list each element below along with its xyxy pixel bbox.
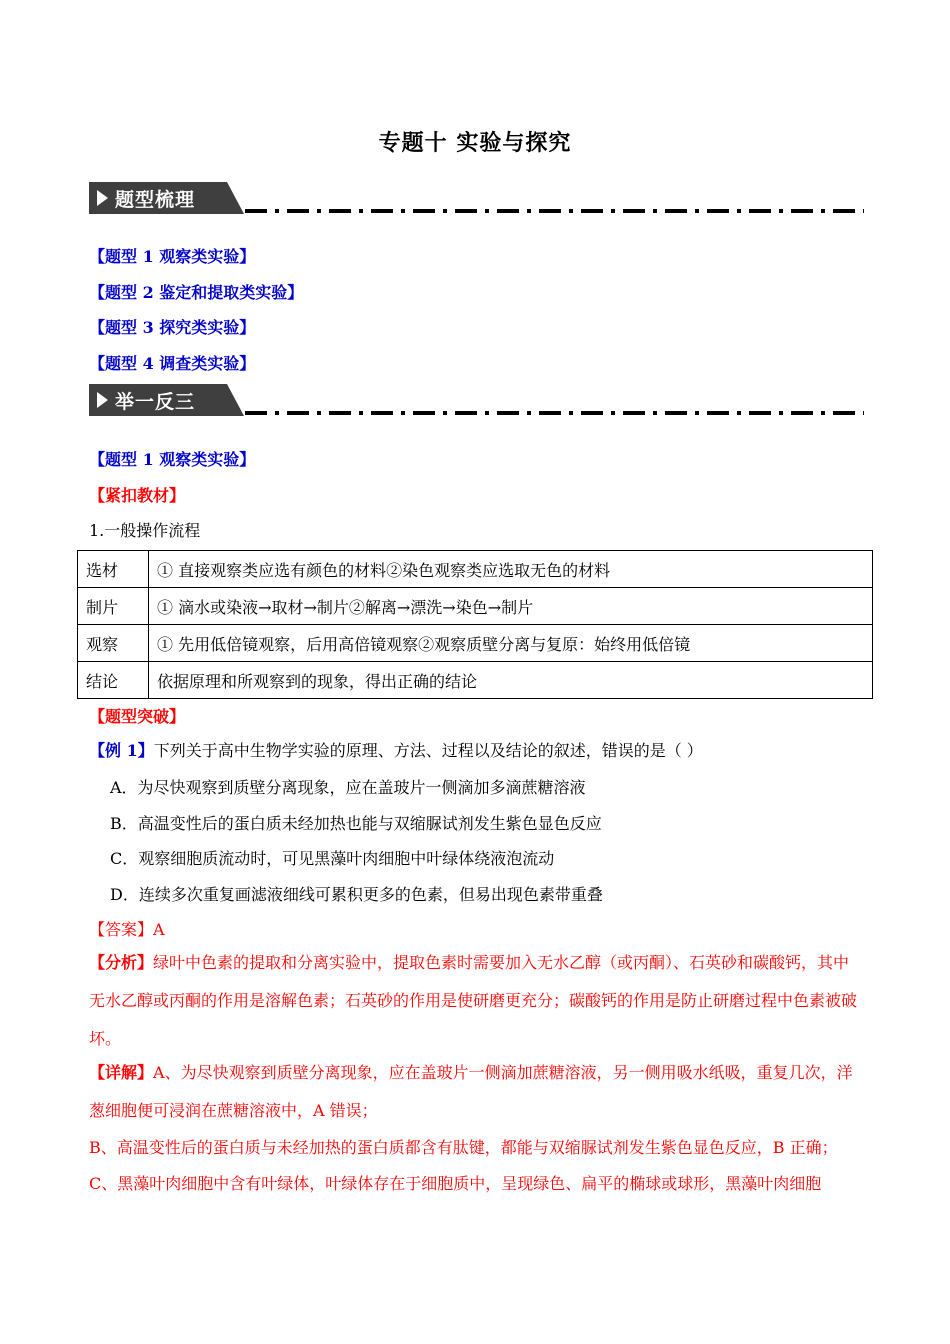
- analysis-tag: 【分析】: [89, 953, 154, 972]
- flow-table: [77, 550, 873, 699]
- table-value: ① 先用低倍镜观察，后用高倍镜观察②观察质壁分离与复原：始终用低倍镜: [149, 625, 873, 662]
- table-row: [78, 625, 873, 662]
- table-key: 制片: [78, 588, 149, 625]
- table-key: 选材: [78, 551, 149, 588]
- detail-tag: 【详解】: [89, 1063, 154, 1082]
- outline-item-4: 【题型 4 调查类实验】: [89, 354, 256, 373]
- banner-label: 题型梳理: [115, 189, 196, 211]
- answer-line: [89, 917, 165, 940]
- answer-value: A: [153, 920, 165, 939]
- analysis-paragraph: [89, 944, 861, 1058]
- example-tag: 【例 1】: [89, 741, 154, 760]
- table-value: 依据原理和所观察到的现象，得出正确的结论: [149, 662, 873, 699]
- example-question: [89, 738, 703, 761]
- breakthrough-heading: 【题型突破】: [89, 707, 186, 726]
- section-heading: 【题型 1 观察类实验】: [89, 450, 256, 469]
- page-title: 专题十 实验与探究: [378, 130, 572, 156]
- table-value: ① 滴水或染液→取材→制片②解离→漂洗→染色→制片: [149, 588, 873, 625]
- example-text: 下列关于高中生物学实验的原理、方法、过程以及结论的叙述，错误的是（ ）: [153, 741, 703, 760]
- table-value: ① 直接观察类应选有颜色的材料②染色观察类应选取无色的材料: [149, 551, 873, 588]
- analysis-text: 绿叶中色素的提取和分离实验中，提取色素时需要加入无水乙醇（或丙酮）、石英砂和碳酸钙，其中无水乙醇或丙酮的作用是溶解色素；石英砂的作用是使研磨更充分；碳酸钙的作用是防止研磨过程中色素被破坏。: [89, 953, 858, 1048]
- detail-paragraph-a: [89, 1054, 861, 1130]
- play-arrow-icon: [97, 392, 108, 408]
- banner-dashed-line: [245, 209, 864, 213]
- table-row: [78, 588, 873, 625]
- flow-title: 1.一般操作流程: [89, 521, 201, 540]
- textbook-heading: 【紧扣教材】: [89, 486, 186, 505]
- answer-tag: 【答案】: [89, 920, 154, 939]
- option-d: D．连续多次重复画滤液细线可累积更多的色素，但易出现色素带重叠: [110, 885, 603, 904]
- table-key: 结论: [78, 662, 149, 699]
- banner-dashed-line: [245, 411, 864, 415]
- outline-item-1: 【题型 1 观察类实验】: [89, 247, 256, 266]
- play-arrow-icon: [97, 190, 108, 206]
- table-row: [78, 662, 873, 699]
- outline-item-3: 【题型 3 探究类实验】: [89, 318, 256, 337]
- detail-text-a: A、为尽快观察到质壁分离现象，应在盖玻片一侧滴加蔗糖溶液，另一侧用吸水纸吸，重复几次，洋葱细胞便可浸润在蔗糖溶液中，A 错误；: [89, 1063, 853, 1120]
- section-banner-practice: [89, 384, 864, 420]
- detail-paragraph-b: B、高温变性后的蛋白质与未经加热的蛋白质都含有肽键，都能与双缩脲试剂发生紫色显色反应，B 正确；: [89, 1138, 838, 1157]
- banner-label: 举一反三: [115, 391, 196, 413]
- outline-item-2: 【题型 2 鉴定和提取类实验】: [89, 283, 304, 302]
- table-row: [78, 551, 873, 588]
- section-banner-outline: [89, 182, 864, 218]
- table-key: 观察: [78, 625, 149, 662]
- detail-paragraph-c: C、黑藻叶肉细胞中含有叶绿体，叶绿体存在于细胞质中，呈现绿色、扁平的椭球或球形，黑藻叶肉细胞: [89, 1174, 822, 1193]
- option-b: B．高温变性后的蛋白质未经加热也能与双缩脲试剂发生紫色显色反应: [110, 814, 602, 833]
- option-c: C．观察细胞质流动时，可见黑藻叶肉细胞中叶绿体绕液泡流动: [110, 849, 555, 868]
- option-a: A．为尽快观察到质壁分离现象，应在盖玻片一侧滴加多滴蔗糖溶液: [110, 778, 586, 797]
